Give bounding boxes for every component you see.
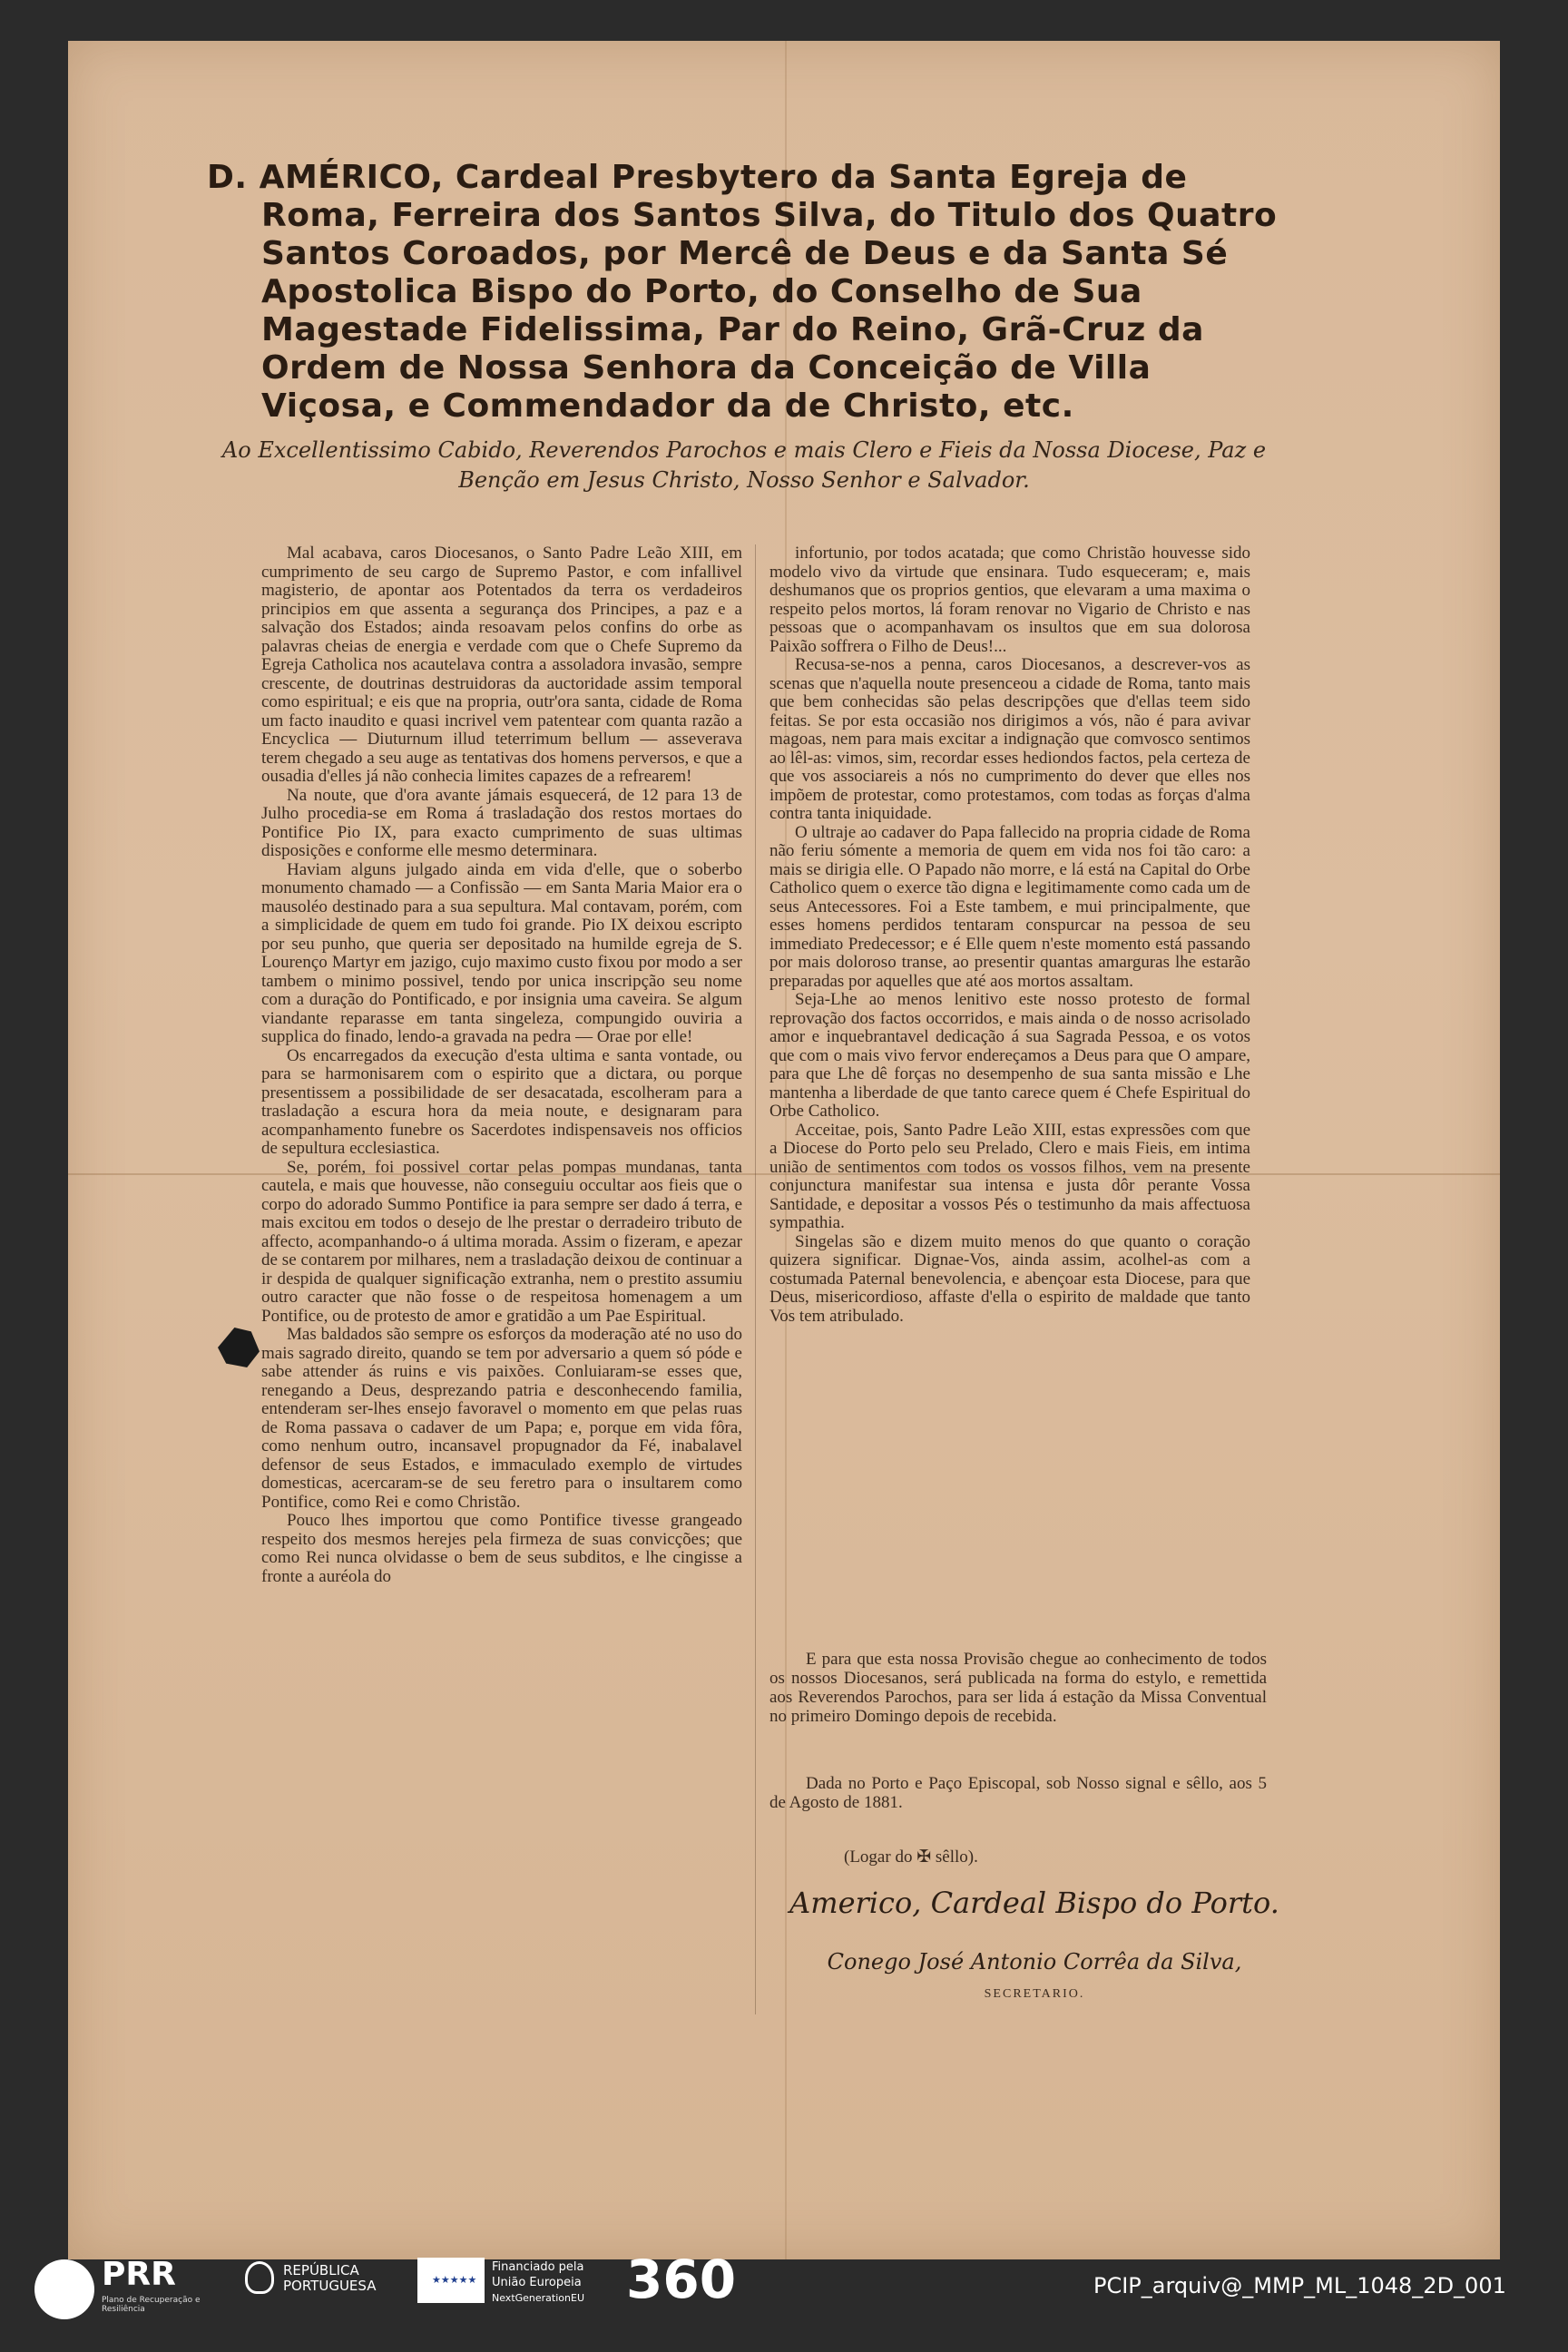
dated-text: Dada no Porto e Paço Episcopal, sob Nosso signal e sêllo, aos 5 de Agosto de 1881. — [769, 1774, 1267, 1812]
page-number: 360 — [626, 2249, 737, 2310]
provision-text: E para que esta nossa Provisão chegue ao conhecimento de todos os nossos Diocesanos, será publicada na forma do estylo, e remettida aos Reverendos Parochos, para ser lida á estação da Missa Conventual no primeiro Domingo depois de recebida. — [769, 1650, 1267, 1726]
prr-label: PRR — [102, 2256, 176, 2293]
secretary-title: SECRETARIO. — [984, 1987, 1085, 2001]
paragraph: Haviam alguns julgado ainda em vida d'elle, que o soberbo monumento chamado — a Confissão — em Santa Maria Maior era o mausoléo destinado para a sua sepultura. Mal contavam, porém, com a simplicidade de quem em tudo foi grande. Pio IX deixou escripto por seu punho, que queria ser depositado na humilde egreja de S. Lourenço Martyr em jazigo, cujo maximo custo fixou por modo a ser tambem o minimo possivel, tendo por unica inscripção seu nome com a duração do Pontificado, e por insignia uma caveira. Se algum viandante reparasse em tanta singeleza, compungido ouviria a supplica do finado, lendo-a gravada na pedra — Orae por elle! — [261, 859, 742, 1046]
eu-line-1: Financiado pela — [492, 2260, 584, 2274]
document-heading: D. AMÉRICO, Cardeal Presbytero da Santa Egreja de Roma, Ferreira dos Santos Silva, do Titulo dos Quatro Santos Coroados, por Mercê de Deus e da Santa Sé Apostolica Bispo do Porto, do Conselho de Sua Magestade Fidelissima, Par do Reino, Grã-Cruz da Ordem de Nossa Senhora da Conceição de Villa Viçosa, e Commendador da de Christo, etc. — [207, 159, 1278, 425]
paragraph: Pouco lhes importou que como Pontifice tivesse grangeado respeito dos mesmos herejes pela firmeza de suas convicções; que como Rei nunca olvidasse o bem de seus subditos, e lhe cingisse a fronte a auréola do — [261, 1511, 742, 1586]
paragraph: O ultraje ao cadaver do Papa fallecido na propria cidade de Roma não feriu sómente a memoria de quem em vida nos foi tão caro: a mais se dirigia elle. O Papado não morre, e lá está na Capital do Orbe Catholico quem o exerce tão digna e legitimamente como cada um de seus Antecessores. Foi a Este tambem, e mui principalmente, que esses homens perdidos tentaram conspurcar na pessoa de seu immediato Predecessor; e é Elle quem n'este momento está passando por mais doloroso transe, ao presentir quantas amarguras lhe estarão preparadas por aquelles que até aos mortos assaltam. — [769, 822, 1250, 991]
provision-paragraph — [769, 1650, 1267, 1726]
secretary-name: Conego José Antonio Corrêa da Silva, — [827, 1949, 1242, 1975]
republica-label: REPÚBLICA PORTUGUESA — [283, 2262, 377, 2294]
republica-emblem-icon — [245, 2261, 274, 2294]
paragraph: Singelas são e dizem muito menos do que quanto o coração quizera significar. Dignae-Vos, ainda assim, acolhel-as com a costumada Paternal benevolencia, e abençoar esta Diocese, para que Deus, misericordioso, affaste d'ella o espirito de maldade que tanto Vos tem atribulado. — [769, 1231, 1250, 1326]
paragraph: Se, porém, foi possivel cortar pelas pompas mundanas, tanta cautela, e mais que houvesse, não conseguiu occultar aos fieis que o corpo do adorado Summo Pontifice ia para sempre ser dado á terra, e mais excitou em todos o desejo de lhe prestar o derradeiro tributo de affecto, acompanhando-o á ultima morada. Assim o fizeram, e apezar de se contarem por milhares, nem a trasladação deixou de continuar a ir despida de qualquer significação extranha, nem o prestito assumiu outro caracter que não fosse o de respeitosa homenagem a um Pontifice, ou de protesto de amor e gratidão a um Pae Espiritual. — [261, 1157, 742, 1326]
paragraph: Mas baldados são sempre os esforços da moderação até no uso do mais sagrado direito, quando se tem por adversario a quem só póde e sabe attender ás ruins e vis paixões. Conluiaram-se esses que, renegando a Deus, desprezando patria e desconhecendo familia, entenderam ser-lhes ensejo favoravel o momento em que pelas ruas de Roma passava o cadaver de um Papa; e, porque em vida fôra, como nenhum outro, incansavel propugnador da Fé, inabalavel defensor de seus Estados, e immaculado exemplo de virtudes domesticas, acercaram-se de seu feretro para o insultarem como Pontifice, como Rei e como Christão. — [261, 1325, 742, 1512]
paragraph: Acceitae, pois, Santo Padre Leão XIII, estas expressões com que a Diocese do Porto pelo seu Prelado, Clero e mais Fieis, em intima união de sentimentos com todos os vossos filhos, vem na presente conjunctura manifestar sua intensa e justa dôr perante Vossa Santidade, e depositar a vossos Pés o testimunho da mais affectuosa sympathia. — [769, 1120, 1250, 1232]
prr-subtitle: Plano de Recuperação e Resiliência — [102, 2296, 201, 2314]
paragraph: Recusa-se-nos a penna, caros Diocesanos, a descrever-vos as scenas que n'aquella noute presenceou a cidade de Roma, tanto mais que bem conhecidas são pelas descripções que d'ellas teem sido feitas. Se por esta occasião nos dirigimos a vós, não é para avivar magoas, nem para mais excitar a indignação que comvosco sentimos ao lêl-as: vimos, sim, recordar esses hediondos factos, pela certeza de que vos associareis a nós no cumprimento do dever que elles nos impõem de protestar, como protestamos, com todas as forças d'alma contra tanta iniquidade. — [769, 655, 1250, 823]
left-column — [261, 544, 742, 2014]
seal-placeholder: (Logar do ✠ sêllo). — [844, 1847, 978, 1867]
paragraph: Seja-Lhe ao menos lenitivo este nosso protesto de formal reprovação dos factos occorridos, e mais ainda o de nosso acrisolado amor e inquebrantavel dedicação á sua Sagrada Pessoa, e os votos que com o mais vivo fervor endereçamos a Deus para que O ampare, para que Lhe dê forças no desempenho de sua santa missão e Lhe mantenha a liberdade de que tanto carece quem é Chefe Espiritual do Orbe Catholico. — [769, 990, 1250, 1121]
eu-stars-icon: ★★★★★ — [432, 2274, 477, 2286]
dated-paragraph — [769, 1774, 1267, 1812]
paragraph: infortunio, por todos acatada; que como Christão houvesse sido modelo vivo da virtude que ensinara. Tudo esqueceram; e, mais deshumanos que os proprios gentios, que elevaram a uma maxima o respeito pelos mortos, lá foram renovar no Vigario de Christo e nas pessoas que o acompanhavam os insultos que em sua dolorosa Paixão soffrera o Filho de Deus!... — [769, 544, 1250, 656]
eu-line-2: União Europeia — [492, 2276, 582, 2289]
archive-identifier: PCIP_arquiv@_MMP_ML_1048_2D_001 — [1093, 2273, 1506, 2298]
column-divider — [755, 544, 756, 2014]
paragraph: Na noute, que d'ora avante jámais esquecerá, de 12 para 13 de Julho procedia-se em Roma á trasladação dos restos mortaes do Pontifice Pio IX, para exacto cumprimento de suas ultimas disposições e conforme elle mesmo determinara. — [261, 785, 742, 860]
paragraph: Os encarregados da execução d'esta ultima e santa vontade, ou para se harmonisarem com o espirito que a dictara, ou porque presentissem a possibilidade de ser desacatada, escolheram para a trasladação a escura hora da meia noute, e designaram para acompanhamento funebre os Sacerdotes indispensaveis nos officios de sepultura ecclesiastica. — [261, 1045, 742, 1158]
right-column — [769, 544, 1250, 1597]
document-address: Ao Excellentissimo Cabido, Reverendos Parochos e mais Clero e Fieis da Nossa Diocese, Paz e Benção em Jesus Christo, Nosso Senhor e Salvador. — [221, 437, 1267, 493]
eu-funding-label — [492, 2259, 584, 2306]
prr-logo-icon — [34, 2259, 94, 2319]
paragraph: Mal acabava, caros Diocesanos, o Santo Padre Leão XIII, em cumprimento de seu cargo de Supremo Pastor, e com infallivel magisterio, de apontar aos Potentados da terra os verdadeiros principios em que assenta a segurança dos Principes, a paz e a salvação dos Estados; ainda resoavam pelos confins do orbe as palavras cheias de energia e verdade com que o Chefe Supremo da Egreja Catholica nos acautelava contra a assoladora invasão, sempre crescente, de doutrinas destruidoras da auctoridade assim temporal como espiritual; e eis que na propria, outr'ora santa, cidade de Roma um facto inaudito e quasi incrivel vem patentear com quanta razão a Encyclica — Diuturnum illud teterrimum bellum — asseverava terem chegado a seu auge as tentativas dos homens perversos, e que a ousadia d'elles já não conhecia limites capazes de a refrearem! — [261, 544, 742, 786]
eu-line-3: NextGenerationEU — [492, 2292, 584, 2304]
cardinal-signature: Americo, Cardeal Bispo do Porto. — [789, 1886, 1279, 1920]
